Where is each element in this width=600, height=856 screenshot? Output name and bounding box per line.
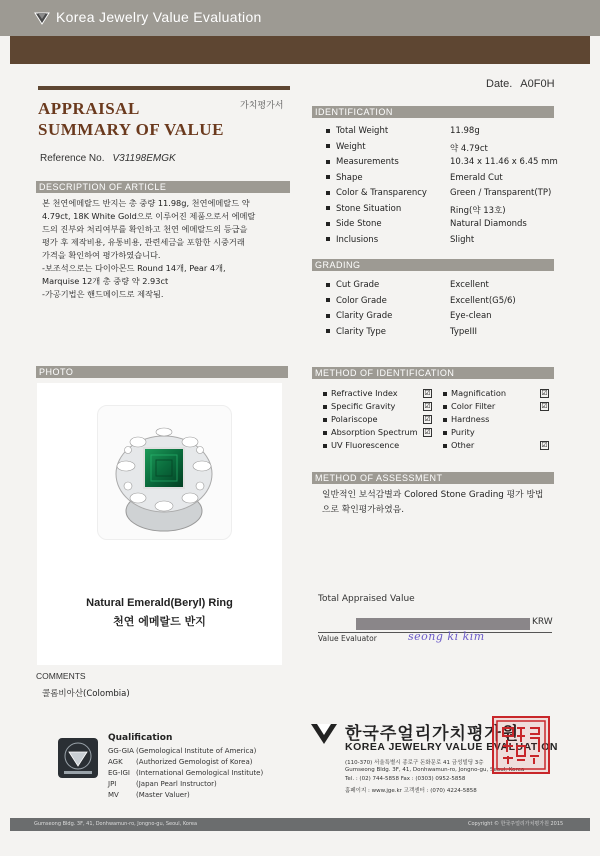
grading-row: Color Grade Excellent(G5/6) bbox=[326, 296, 387, 306]
method-assessment-text: 일반적인 보석감별과 Colored Stone Grading 평가 방법 으로 확인평가하였음. bbox=[322, 490, 544, 515]
bullet-icon bbox=[326, 129, 330, 133]
date-value: A0F0H bbox=[520, 78, 555, 90]
bullet-icon bbox=[443, 392, 447, 396]
identification-heading: IDENTIFICATION bbox=[312, 106, 554, 118]
qualification-row: MV (Master Valuer) bbox=[108, 791, 190, 799]
bullet-icon bbox=[443, 405, 447, 409]
method-item: Other bbox=[443, 440, 474, 450]
bullet-icon bbox=[326, 191, 330, 195]
header-bar bbox=[0, 0, 600, 36]
bullet-icon bbox=[326, 329, 330, 333]
identification-row: Weight 약 4.79ct bbox=[326, 142, 366, 152]
checkbox-specific-gravity: ☑ bbox=[424, 402, 431, 410]
checkbox-refractive-index: ☑ bbox=[424, 389, 431, 397]
grading-row: Cut Grade Excellent bbox=[326, 280, 379, 290]
reference-label: Reference No. bbox=[40, 153, 105, 164]
method-item: Absorption Spectrum bbox=[323, 427, 418, 437]
description-text bbox=[42, 197, 292, 301]
bullet-icon bbox=[326, 160, 330, 164]
bullet-icon bbox=[443, 418, 447, 422]
bullet-icon bbox=[326, 144, 330, 148]
bullet-icon bbox=[323, 431, 327, 435]
method-item: Polariscope bbox=[323, 414, 378, 424]
identification-row: Total Weight 11.98g bbox=[326, 126, 388, 136]
title-korean: 가치평가서 bbox=[240, 101, 284, 111]
qualification-row: GG-GIA (Gemological Institute of America) bbox=[108, 747, 257, 755]
description-line: -보조석으로는 다이아몬드 Round 14개, Pear 4개, bbox=[42, 263, 226, 273]
bullet-icon bbox=[323, 405, 327, 409]
redacted-value bbox=[356, 618, 530, 630]
description-line: 드의 진부와 처리여부를 확인하고 천연 에메랄드의 등급을 bbox=[42, 224, 248, 234]
checkbox-other: ☑ bbox=[541, 441, 548, 449]
page-title bbox=[38, 98, 224, 140]
identification-row: Side Stone Natural Diamonds bbox=[326, 219, 382, 229]
description-line: -가공기법은 핸드메이드로 제작됨. bbox=[42, 289, 164, 299]
qualification-badge bbox=[58, 738, 98, 778]
description-line: Marquise 12개 총 중량 약 2.93ct bbox=[42, 276, 169, 286]
description-line: 본 천연에메랄드 반지는 총 중량 11.98g, 천연에메랄드 약 bbox=[42, 198, 250, 208]
bullet-icon bbox=[323, 418, 327, 422]
emerald-ring-image bbox=[98, 406, 233, 541]
checkbox-absorption-spectrum: ☑ bbox=[424, 428, 431, 436]
bullet-icon bbox=[326, 237, 330, 241]
company-name-korean: 한국주얼리가치평가원 bbox=[345, 724, 520, 744]
footer-copyright: Copyright © 한국주얼리가치평가원 2015 bbox=[468, 821, 564, 827]
title-line-2: SUMMARY OF VALUE bbox=[38, 120, 224, 139]
qualification-row: AGK (Authorized Gemologist of Korea) bbox=[108, 758, 253, 766]
bullet-icon bbox=[326, 175, 330, 179]
company-name-english: KOREA JEWELRY VALUE EVALUATION bbox=[345, 741, 558, 753]
checkbox-color-filter: ☑ bbox=[541, 402, 548, 410]
identification-row: Inclusions Slight bbox=[326, 235, 378, 245]
ring-photo-frame bbox=[97, 405, 232, 540]
grading-row: Clarity Type TypeIII bbox=[326, 327, 386, 337]
title-line-1: APPRAISAL bbox=[38, 99, 140, 118]
bullet-icon bbox=[326, 298, 330, 302]
qualification-row: JPI (Japan Pearl Instructor) bbox=[108, 780, 217, 788]
method-identification-heading: METHOD OF IDENTIFICATION bbox=[312, 367, 554, 379]
grading-heading: GRADING bbox=[312, 259, 554, 271]
title-rule bbox=[38, 86, 290, 90]
checkbox-polariscope: ☑ bbox=[424, 415, 431, 423]
ring-name-korean: 천연 에메랄드 반지 bbox=[113, 615, 206, 628]
footer-bar bbox=[10, 818, 590, 831]
diamond-logo-icon bbox=[34, 9, 50, 25]
photo-card bbox=[37, 383, 282, 665]
company-address-line: Gumseong Bldg. 3F, 41, Donhwamun-ro, Jongno-gu, Seoul, Korea bbox=[345, 767, 525, 773]
qualification-title: Qualification bbox=[108, 733, 173, 743]
method-item: Magnification bbox=[443, 388, 506, 398]
header-brown-band bbox=[10, 36, 590, 64]
ring-name-english: Natural Emerald(Beryl) Ring bbox=[86, 597, 233, 609]
evaluator-signature: seong ki kim bbox=[408, 630, 485, 643]
footer-address: Gumseong Bldg. 3F, 41, Donhwamun-ro, Jongno-gu, Seoul, Korea bbox=[34, 821, 198, 827]
bullet-icon bbox=[326, 222, 330, 226]
description-line: 가격을 확인하여 평가하였습니다. bbox=[42, 250, 161, 260]
identification-row: Shape Emerald Cut bbox=[326, 173, 363, 183]
value-evaluator-label: Value Evaluator bbox=[318, 634, 377, 643]
identification-row: Measurements 10.34 x 11.46 x 6.45 mm bbox=[326, 157, 399, 167]
reference-value: V31198EMGK bbox=[112, 153, 176, 164]
comments-label: COMMENTS bbox=[36, 671, 86, 681]
bullet-icon bbox=[443, 431, 447, 435]
method-item: Refractive Index bbox=[323, 388, 398, 398]
date bbox=[486, 78, 555, 90]
currency-unit: KRW bbox=[532, 617, 553, 627]
method-item: Hardness bbox=[443, 414, 489, 424]
date-label: Date. bbox=[486, 78, 513, 90]
method-item: Purity bbox=[443, 427, 475, 437]
method-item: Color Filter bbox=[443, 401, 495, 411]
bullet-icon bbox=[323, 444, 327, 448]
brand-name: Korea Jewelry Value Evaluation bbox=[56, 9, 262, 25]
photo-heading: PHOTO bbox=[36, 366, 288, 378]
description-line: 4.79ct, 18K White Gold으로 이루어진 제품으로서 에메랄 bbox=[42, 211, 256, 221]
method-assessment-heading: METHOD OF ASSESSMENT bbox=[312, 472, 554, 484]
identification-row: Stone Situation Ring(약 13호) bbox=[326, 204, 401, 214]
bullet-icon bbox=[326, 283, 330, 287]
company-address-line: Tel. : (02) 744-5858 Fax : (0303) 0952-5858 bbox=[345, 776, 466, 782]
checkbox-magnification: ☑ bbox=[541, 389, 548, 397]
seal-icon bbox=[494, 718, 548, 772]
reference-number bbox=[40, 153, 176, 164]
diamond-badge-icon bbox=[58, 738, 98, 778]
bullet-icon bbox=[326, 206, 330, 210]
total-appraised-value-label: Total Appraised Value bbox=[318, 594, 415, 604]
bullet-icon bbox=[323, 392, 327, 396]
qualification-row: EG-IGI (International Gemological Institute) bbox=[108, 769, 264, 777]
official-seal-stamp bbox=[492, 716, 550, 774]
description-heading: DESCRIPTION OF ARTICLE bbox=[36, 181, 290, 193]
bullet-icon bbox=[326, 314, 330, 318]
method-item: UV Fluorescence bbox=[323, 440, 399, 450]
company-logo-icon bbox=[310, 722, 338, 746]
description-line: 평가 후 제작비용, 유통비용, 관련세금을 포함한 시중거래 bbox=[42, 237, 245, 247]
bullet-icon bbox=[443, 444, 447, 448]
comments-value: 콜롬비아산(Colombia) bbox=[42, 689, 130, 699]
identification-row: Color & Transparency Green / Transparent(TP) bbox=[326, 188, 427, 198]
company-address-line: (110-370) 서울특별시 종로구 돈화문로 41 금성빌딩 3층 bbox=[345, 760, 484, 766]
method-item: Specific Gravity bbox=[323, 401, 395, 411]
grading-row: Clarity Grade Eye-clean bbox=[326, 311, 392, 321]
company-address-line: 홈페이지 : www.jge.kr 고객센터 : (070) 4224-5858 bbox=[345, 788, 477, 794]
